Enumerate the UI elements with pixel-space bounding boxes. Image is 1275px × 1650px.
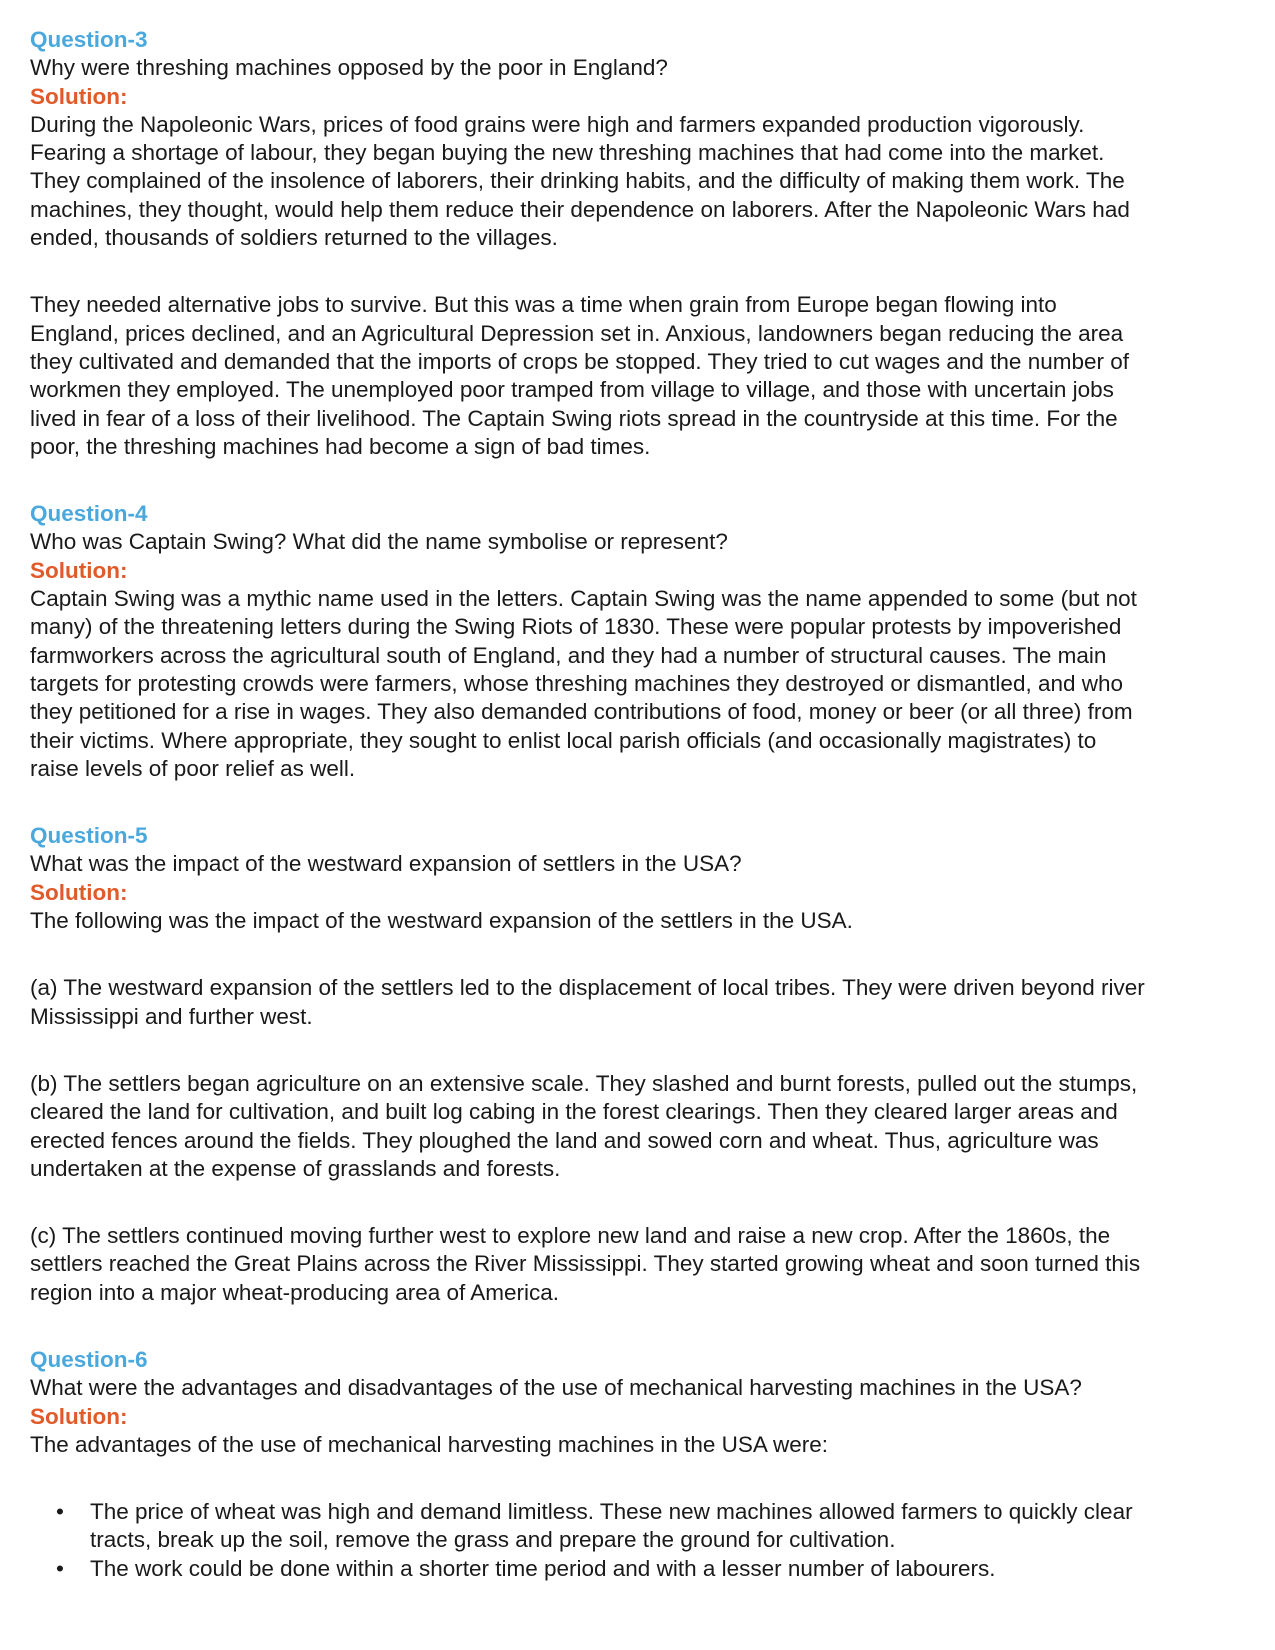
text-line: England, prices declined, and an Agricultural Depression set in. Anxious, landowners began reducing the area (30, 320, 1124, 346)
text-line: settlers reached the Great Plains across the River Mississippi. They started growing wheat and soon turned this (30, 1251, 1141, 1277)
text-line: their victims. Where appropriate, they sought to enlist local parish officials (and occasionally magistrates) to (30, 727, 1097, 753)
question-5-block (30, 822, 1258, 1307)
question-text: What was the impact of the westward expansion of settlers in the USA? (30, 851, 742, 877)
text-line: machines, they thought, would help them reduce their dependence on laborers. After the Napoleonic Wars had (30, 196, 1130, 222)
solution-paragraph (30, 585, 1258, 783)
solution-paragraph (30, 1070, 1258, 1183)
text-line: cleared the land for cultivation, and built log cabing in the forest clearings. Then they cleared larger areas and (30, 1099, 1118, 1125)
solution-paragraph (30, 111, 1258, 252)
text-line: The following was the impact of the westward expansion of the settlers in the USA. (30, 908, 853, 934)
text-line: region into a major wheat-producing area of America. (30, 1279, 560, 1305)
bullet-list (30, 1498, 1258, 1583)
question-3-block (30, 26, 1258, 461)
solution-label: Solution: (30, 83, 128, 109)
text-line: During the Napoleonic Wars, prices of food grains were high and farmers expanded production vigorously. (30, 111, 1085, 137)
text-line: They needed alternative jobs to survive. But this was a time when grain from Europe began flowing into (30, 292, 1057, 318)
question-6-block (30, 1346, 1258, 1583)
text-line: raise levels of poor relief as well. (30, 755, 356, 781)
solution-paragraph (30, 291, 1258, 461)
text-line: Fearing a shortage of labour, they began buying the new threshing machines that had come into the market. (30, 140, 1105, 166)
question-text: What were the advantages and disadvantages of the use of mechanical harvesting machines in the USA? (30, 1375, 1082, 1401)
question-label: Question-3 (30, 27, 148, 52)
text-line: lived in fear of a loss of their livelihood. The Captain Swing riots spread in the countryside at this time. For the (30, 405, 1118, 431)
solution-paragraph (30, 907, 1258, 935)
solution-label: Solution: (30, 879, 128, 905)
solution-paragraph (30, 1222, 1258, 1307)
bullet-item (30, 1555, 1258, 1583)
text-line: they petitioned for a rise in wages. They also demanded contributions of food, money or beer (or all three) from (30, 699, 1133, 725)
text-line: many) of the threatening letters during the Swing Riots of 1830. These were popular protests by impoverished (30, 614, 1122, 640)
question-4-block (30, 500, 1258, 783)
text-line: ended, thousands of soldiers returned to the villages. (30, 225, 558, 251)
solution-label: Solution: (30, 1403, 128, 1429)
text-line: erected fences around the fields. They ploughed the land and sowed corn and wheat. Thus, agriculture was (30, 1127, 1099, 1153)
bullet-item (30, 1498, 1258, 1555)
text-line: (a) The westward expansion of the settlers led to the displacement of local tribes. They were driven beyond river (30, 975, 1145, 1001)
question-label: Question-5 (30, 823, 148, 849)
solution-paragraph (30, 974, 1258, 1031)
text-line: targets for protesting crowds were farmers, whose threshing machines they destroyed or dismantled, and who (30, 670, 1124, 696)
question-text: Who was Captain Swing? What did the name symbolise or represent? (30, 529, 728, 555)
text-line: The work could be done within a shorter time period and with a lesser number of labourers. (90, 1555, 996, 1581)
text-line: workmen they employed. The unemployed poor tramped from village to village, and those with uncertain jobs (30, 377, 1114, 403)
text-line: poor, the threshing machines had become a sign of bad times. (30, 433, 651, 459)
text-line: Captain Swing was a mythic name used in the letters. Captain Swing was the name appended to some (but not (30, 586, 1137, 612)
text-line: undertaken at the expense of grasslands and forests. (30, 1155, 561, 1181)
text-line: (b) The settlers began agriculture on an extensive scale. They slashed and burnt forests, pulled out the stumps, (30, 1070, 1138, 1096)
text-line: (c) The settlers continued moving further west to explore new land and raise a new crop. After the 1860s, the (30, 1223, 1111, 1249)
text-line: farmworkers across the agricultural south of England, and they had a number of structural causes. The main (30, 642, 1107, 668)
text-line: The advantages of the use of mechanical harvesting machines in the USA were: (30, 1431, 828, 1457)
solution-label: Solution: (30, 557, 128, 583)
text-line: The price of wheat was high and demand limitless. These new machines allowed farmers to quickly clear (90, 1499, 1133, 1525)
text-line: Mississippi and further west. (30, 1003, 313, 1029)
question-label: Question-4 (30, 501, 148, 527)
question-text: Why were threshing machines opposed by the poor in England? (30, 55, 668, 81)
document-page (30, 26, 1258, 1583)
text-line: tracts, break up the soil, remove the grass and prepare the ground for cultivation. (90, 1527, 896, 1553)
question-label: Question-6 (30, 1346, 148, 1372)
bullet-icon: • (56, 1499, 64, 1525)
bullet-icon: • (56, 1555, 64, 1581)
solution-paragraph (30, 1431, 1258, 1459)
text-line: they cultivated and demanded that the imports of crops be stopped. They tried to cut wages and the number of (30, 348, 1130, 374)
text-line: They complained of the insolence of laborers, their drinking habits, and the difficulty of making them work. The (30, 168, 1125, 194)
